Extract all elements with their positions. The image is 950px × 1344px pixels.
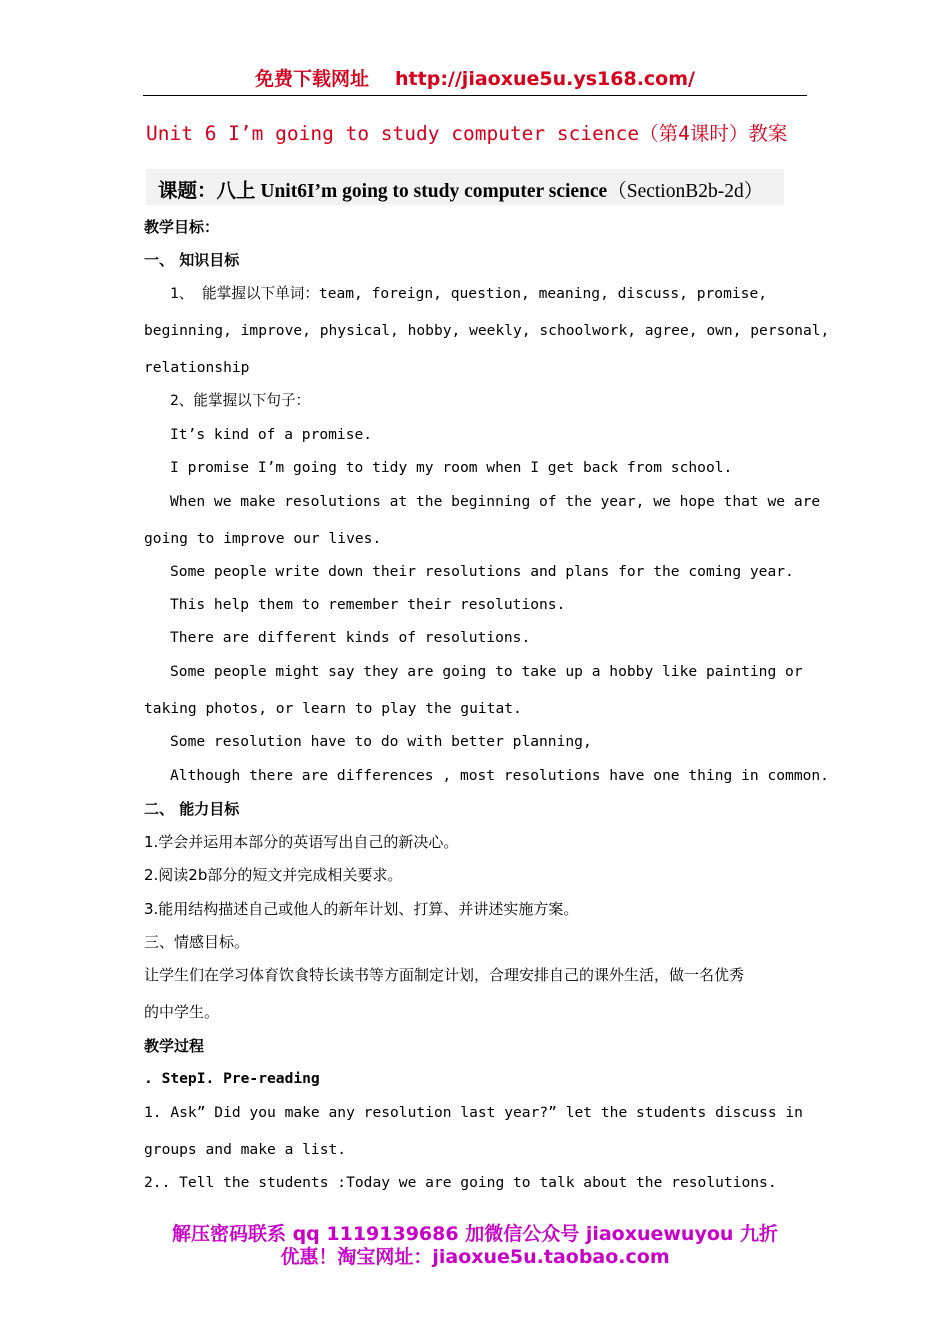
header-divider xyxy=(143,95,807,96)
ability-item: 1.学会并运用本部分的英语写出自己的新决心。 xyxy=(144,833,459,851)
sentence-line: Some people write down their resolutions and plans for the coming year. xyxy=(170,563,794,580)
vocab-list-end: relationship xyxy=(144,359,250,376)
process-heading: 教学过程 xyxy=(144,1037,205,1055)
sentence-line: Some people might say they are going to take up a hobby like painting or xyxy=(170,663,803,680)
sentence-line: Although there are differences , most resolutions have one thing in common. xyxy=(170,767,829,784)
sentence-line: I promise I’m going to tidy my room when I get back from school. xyxy=(170,459,733,476)
sentence-line: It’s kind of a promise. xyxy=(170,426,373,443)
header-url-link[interactable]: http://jiaoxue5u.ys168.com/ xyxy=(395,68,695,90)
step-item-cont: groups and make a list. xyxy=(144,1141,347,1158)
sentence-line: going to improve our lives. xyxy=(144,530,382,547)
step-item: 1. Ask” Did you make any resolution last year?” let the students discuss in xyxy=(144,1104,803,1121)
knowledge-heading: 一、 知识目标 xyxy=(144,251,240,269)
sentence-line: Some resolution have to do with better planning, xyxy=(170,733,592,750)
ability-item: 3.能用结构描述自己或他人的新年计划、打算、并讲述实施方案。 xyxy=(144,900,579,918)
topic-section: （SectionB2b-2d） xyxy=(607,181,764,202)
step-item: 2.. Tell the students :Today we are going to talk about the resolutions. xyxy=(144,1174,777,1191)
topic-line xyxy=(158,175,763,203)
emotion-text: 让学生们在学习体育饮食特长读书等方面制定计划，合理安排自己的课外生活，做一名优秀 xyxy=(144,966,745,984)
sentence-line: This help them to remember their resolutions. xyxy=(170,596,566,613)
footer-contact: 解压密码联系 qq 1119139686 加微信公众号 jiaoxuewuyou 九折 xyxy=(171,1223,779,1245)
sentence-intro: 2、能掌握以下句子： xyxy=(170,392,311,409)
page-title: Unit 6 I’m going to study computer science（第4课时）教案 xyxy=(146,122,788,145)
emotion-text-end: 的中学生。 xyxy=(144,1003,220,1021)
step-heading: . StepI. Pre-reading xyxy=(144,1070,320,1087)
vocab-intro: 1、 能掌握以下单词：team, foreign, question, meaning, discuss, promise, xyxy=(170,285,768,302)
sentence-line: When we make resolutions at the beginning of the year, we hope that we are xyxy=(170,493,821,510)
goals-heading: 教学目标： xyxy=(144,218,220,236)
sentence-line: taking photos, or learn to play the guitat. xyxy=(144,700,522,717)
topic-prefix: 课题：八上 Unit6I’m going to study computer science xyxy=(158,181,608,202)
ability-heading: 二、 能力目标 xyxy=(144,800,240,818)
emotion-heading: 三、情感目标。 xyxy=(144,933,250,951)
vocab-list-cont: beginning, improve, physical, hobby, weekly, schoolwork, agree, own, personal, xyxy=(144,322,830,339)
footer-shop-link[interactable]: 优惠！淘宝网址：jiaoxue5u.taobao.com xyxy=(280,1246,670,1268)
header xyxy=(143,64,807,96)
ability-item: 2.阅读2b部分的短文并完成相关要求。 xyxy=(144,866,403,884)
header-label: 免费下载网址 xyxy=(255,68,370,90)
sentence-line: There are different kinds of resolutions. xyxy=(170,629,531,646)
